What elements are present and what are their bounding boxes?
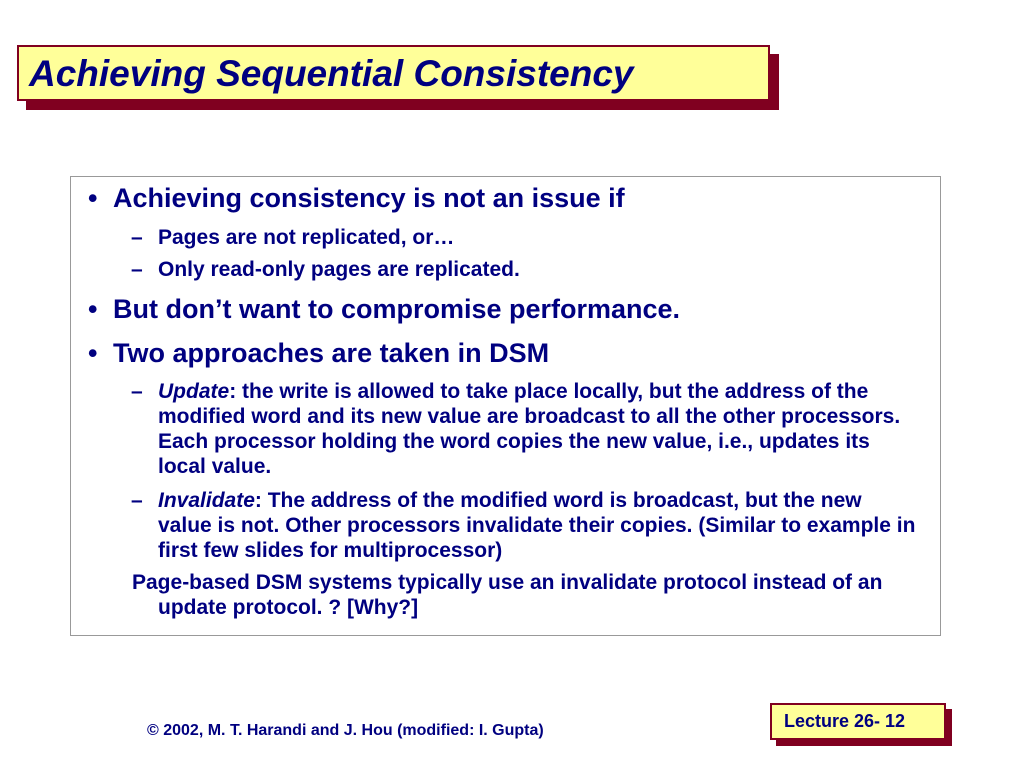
bullet-symbol: • [88,338,98,368]
bullet-text: Achieving consistency is not an issue if [113,183,625,213]
closing-note: Page-based DSM systems typically use an invalidate protocol instead of an update protocol. ? [Why?] [132,571,883,619]
sub-bullet-dash: – [131,226,143,249]
sub-bullet-item [131,225,921,250]
sub-bullet-body [158,488,921,563]
bullet-symbol: • [88,294,98,324]
sub-bullet-item [131,379,921,479]
sub-bullet-item [131,488,921,563]
title-banner [17,45,770,101]
bullet-text: But don’t want to compromise performance. [113,294,681,324]
sub-bullet-text: Only read-only pages are replicated. [158,258,520,281]
term-update: Update [158,380,230,403]
lecture-badge [770,703,954,749]
sub-bullet-item [131,257,921,282]
sub-bullet-body [158,379,921,479]
bullet-symbol: • [88,183,98,213]
lecture-badge-box [770,703,946,740]
sub-bullet-dash: – [131,380,143,403]
sub-bullet-dash: – [131,258,143,281]
content-box [70,176,941,636]
slide-title: Achieving Sequential Consistency [29,53,634,94]
copyright-footer: © 2002, M. T. Harandi and J. Hou (modified: I. Gupta) [147,722,544,739]
sub-bullet-text: : The address of the modified word is broadcast, but the new value is not. Other processors invalidate their copies. (Similar to example in first few slides for multiprocessor) [158,489,916,562]
sub-bullet-text: Pages are not replicated, or… [158,226,455,249]
sub-bullet-text: : the write is allowed to take place locally, but the address of the modified word and its new value are broadcast to all the other processors. Each processor holding the word copies the new value, i.e., updates its local value. [158,380,901,478]
title-box [17,45,770,101]
sub-bullet-dash: – [131,489,143,512]
term-invalidate: Invalidate [158,489,255,512]
lecture-label: Lecture 26- 12 [784,711,906,731]
bullet-text: Two approaches are taken in DSM [113,338,550,368]
